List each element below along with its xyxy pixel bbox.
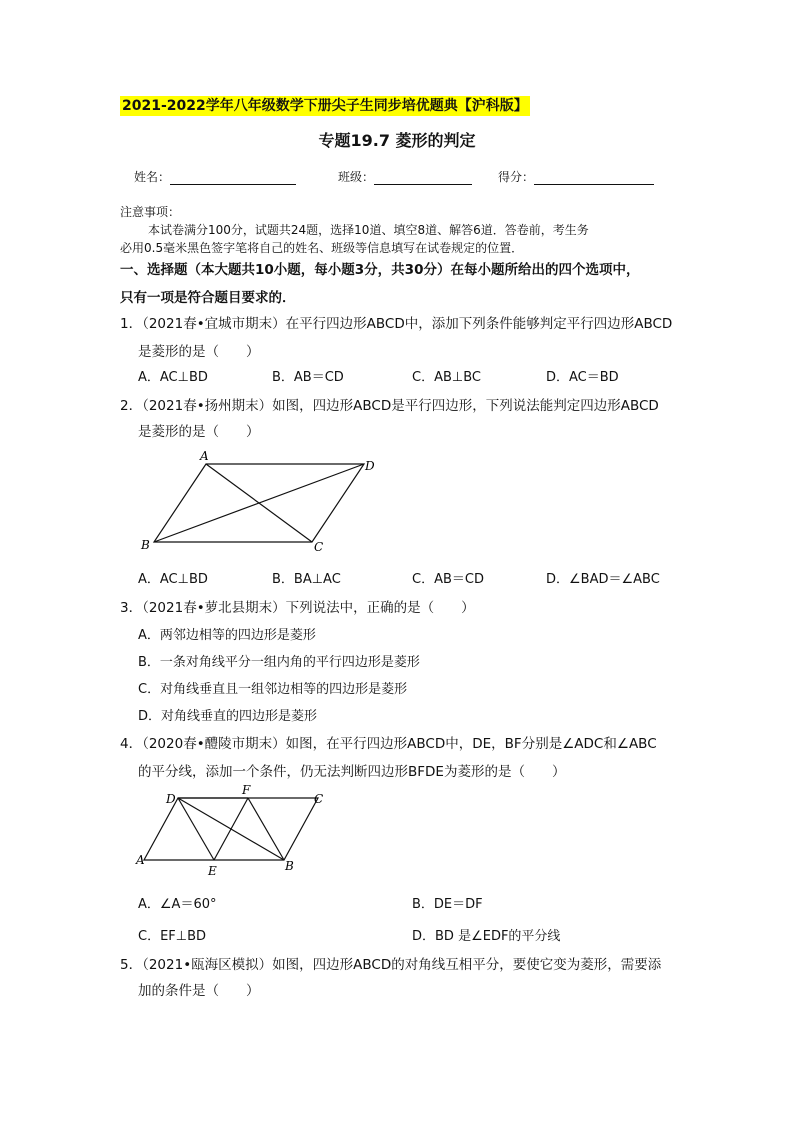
q1-option-b[interactable]: B．AB＝CD xyxy=(272,370,344,385)
q3-option-d[interactable]: D．对角线垂直的四边形是菱形 xyxy=(138,709,318,724)
page-title: 专题19.7 菱形的判定 xyxy=(318,131,476,150)
question-4-stem: 4．（2020春•醴陵市期末）如图，在平行四边形ABCD中，DE，BF分别是∠ADC和∠ABC xyxy=(120,736,657,752)
q2-label-d: D xyxy=(365,459,375,473)
q4-label-c: C xyxy=(314,792,324,806)
section-heading-line-1: 一、选择题（本大题共10小题，每小题3分，共30分）在每小题所给出的四个选项中， xyxy=(120,262,640,278)
q2-option-c[interactable]: C．AB＝CD xyxy=(412,572,484,587)
q4-segment-de xyxy=(178,798,214,860)
q4-option-b[interactable]: B．DE＝DF xyxy=(412,897,483,912)
q1-option-a[interactable]: A．AC⊥BD xyxy=(138,370,208,385)
q1-option-c[interactable]: C．AB⊥BC xyxy=(412,370,481,385)
score-label: 得分： xyxy=(498,170,535,184)
question-1-stem: 1．（2021春•宜城市期末）在平行四边形ABCD中，添加下列条件能够判定平行四边形ABCD xyxy=(120,316,673,332)
notes-heading: 注意事项： xyxy=(120,205,181,219)
q3-option-b[interactable]: B．一条对角线平分一组内角的平行四边形是菱形 xyxy=(138,655,420,670)
class-blank[interactable] xyxy=(374,172,472,185)
q3-option-c[interactable]: C．对角线垂直且一组邻边相等的四边形是菱形 xyxy=(138,682,408,697)
question-3-stem: 3．（2021春•萝北县期末）下列说法中，正确的是（ ） xyxy=(120,600,475,616)
question-2-stem: 2．（2021春•扬州期末）如图，四边形ABCD是平行四边形，下列说法能判定四边形ABCD xyxy=(120,398,659,414)
question-5-stem: 5．（2021•瓯海区模拟）如图，四边形ABCD的对角线互相平分，要使它变为菱形，需要添 xyxy=(120,957,662,973)
q4-option-a[interactable]: A．∠A＝60° xyxy=(138,897,217,912)
q4-label-d: D xyxy=(166,792,176,806)
q3-option-a[interactable]: A．两邻边相等的四边形是菱形 xyxy=(138,628,316,643)
q4-segment-fb xyxy=(248,798,284,860)
question-5-stem-cont: 加的条件是（ ） xyxy=(138,983,260,999)
class-label: 班级： xyxy=(338,170,375,184)
q4-parallelogram-figure xyxy=(134,782,334,878)
notes-line-2: 必用0.5毫米黑色签字笔将自己的姓名、班级等信息填写在试卷规定的位置． xyxy=(120,241,524,255)
q2-label-a: A xyxy=(200,449,209,463)
name-blank[interactable] xyxy=(170,172,296,185)
series-banner: 2021-2022学年八年级数学下册尖子生同步培优题典【沪科版】 xyxy=(122,98,528,114)
q4-label-b: B xyxy=(285,859,294,873)
q2-option-d[interactable]: D．∠BAD＝∠ABC xyxy=(546,572,660,587)
section-heading-line-2: 只有一项是符合题目要求的． xyxy=(120,290,296,306)
q4-option-d[interactable]: D．BD 是∠EDF的平分线 xyxy=(412,929,561,944)
name-field xyxy=(134,168,296,185)
q2-diagonal-bd xyxy=(154,464,364,542)
question-4-stem-cont: 的平分线，添加一个条件，仍无法判断四边形BFDE为菱形的是（ ） xyxy=(138,764,566,780)
class-field xyxy=(338,168,472,185)
score-blank[interactable] xyxy=(534,172,654,185)
q4-label-e: E xyxy=(208,864,217,878)
notes-line-1: 本试卷满分100分，试题共24题，选择10道、填空8道、解答6道．答卷前，考生务 xyxy=(148,223,589,237)
q2-label-c: C xyxy=(314,540,324,554)
question-2-stem-cont: 是菱形的是（ ） xyxy=(138,424,260,440)
q2-parallelogram-figure xyxy=(136,446,386,558)
score-field xyxy=(498,168,654,185)
question-1-stem-cont: 是菱形的是（ ） xyxy=(138,344,260,360)
q2-option-b[interactable]: B．BA⊥AC xyxy=(272,572,341,587)
q2-label-b: B xyxy=(141,538,150,552)
name-label: 姓名： xyxy=(134,170,171,184)
q2-option-a[interactable]: A．AC⊥BD xyxy=(138,572,208,587)
q4-label-f: F xyxy=(242,783,251,797)
q4-segment-ef xyxy=(214,798,248,860)
q4-option-c[interactable]: C．EF⊥BD xyxy=(138,929,207,944)
q4-label-a: A xyxy=(136,853,145,867)
q1-option-d[interactable]: D．AC＝BD xyxy=(546,370,619,385)
